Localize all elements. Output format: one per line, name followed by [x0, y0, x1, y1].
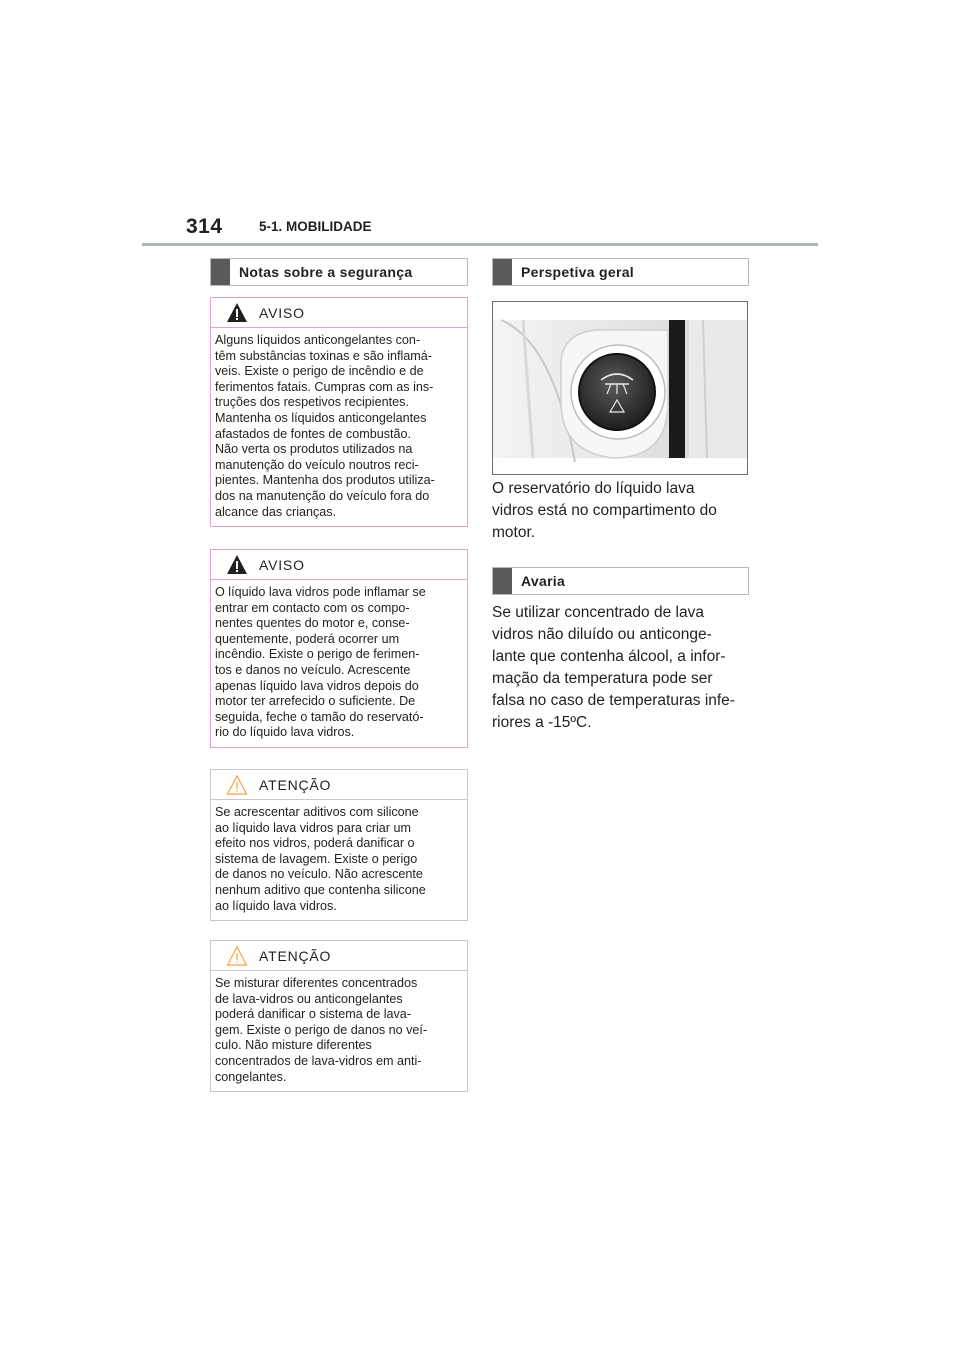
warning-title: AVISO: [259, 305, 305, 321]
heading-tab: [493, 568, 512, 594]
caution-text: Se acrescentar aditivos com silicone ao líquido lava vidros para criar um efeito nos vidros, poderá danificar o sistema de lavagem. Existe o perigo de danos no veículo. Não acrescente nenhum aditivo que contenha silicone ao líquido lava vidros.: [215, 805, 426, 913]
warning-header: [211, 298, 467, 328]
safety-notes-heading: [210, 258, 468, 286]
warning-header: [211, 550, 467, 580]
warning-title: AVISO: [259, 557, 305, 573]
warning-triangle-filled-icon: [226, 302, 248, 324]
warning-box-aviso-2: [210, 549, 468, 748]
page-number: 314: [186, 215, 223, 238]
heading-label: Avaria: [521, 573, 566, 589]
heading-tab: [211, 259, 230, 285]
warning-box-aviso-1: [210, 297, 468, 527]
warning-text: Alguns líquidos anticongelantes con- têm substâncias toxinas e são inflamá- veis. Existe o perigo de incêndio e de ferimentos fatais. Cumpras com as ins- truções dos respetivos recipientes. Mantenha os líquidos anticongelantes afastados de fontes de combustão. Não verta os produtos utilizados na manutenção do veículo noutros reci- pientes. Mantenha dos produtos utiliza- dos na manutenção do veículo fora do alcance das crianças.: [215, 333, 435, 519]
caution-title: ATENÇÃO: [259, 948, 332, 964]
caution-text: Se misturar diferentes concentrados de lava-vidros ou anticongelantes poderá danificar o sistema de lava- gem. Existe o perigo de danos no veí- culo. Não misture diferentes concentrados de lava-vidros em anti- congelantes.: [215, 976, 428, 1084]
warning-text: O líquido lava vidros pode inflamar se entrar em contacto com os compo- nentes quentes do motor e, conse- quentemente, poderá ocorrer um incêndio. Existe o perigo de ferimen- tos e danos no veículo. Acrescente apenas líquido lava vidros depois do motor ter arrefecido o suficiente. De seguida, feche o tamão do reservató- rio do líquido lava vidros.: [215, 585, 426, 740]
overview-heading: [492, 258, 749, 286]
section-title: 5-1. MOBILIDADE: [259, 219, 372, 234]
heading-label: Perspetiva geral: [521, 264, 634, 280]
header-divider: [142, 243, 818, 246]
heading-label: Notas sobre a segurança: [239, 264, 413, 280]
caution-box-atencao-2: [210, 940, 468, 1092]
caution-header: [211, 941, 467, 971]
warning-triangle-filled-icon: [226, 554, 248, 576]
heading-tab: [493, 259, 512, 285]
warning-triangle-outline-icon: [226, 945, 248, 967]
washer-reservoir-photo: [492, 301, 748, 475]
washer-reservoir-image: [493, 302, 747, 474]
warning-triangle-outline-icon: [226, 774, 248, 796]
caution-title: ATENÇÃO: [259, 777, 332, 793]
caution-header: [211, 770, 467, 800]
fault-text: Se utilizar concentrado de lava vidros não diluído ou anticonge- lante que contenha álcool, a infor- mação da temperatura pode ser falsa no caso de temperaturas infe- riores a -15ºC.: [492, 604, 735, 731]
caution-box-atencao-1: [210, 769, 468, 921]
overview-text: O reservatório do líquido lava vidros está no compartimento do motor.: [492, 480, 717, 541]
fault-heading: [492, 567, 749, 595]
